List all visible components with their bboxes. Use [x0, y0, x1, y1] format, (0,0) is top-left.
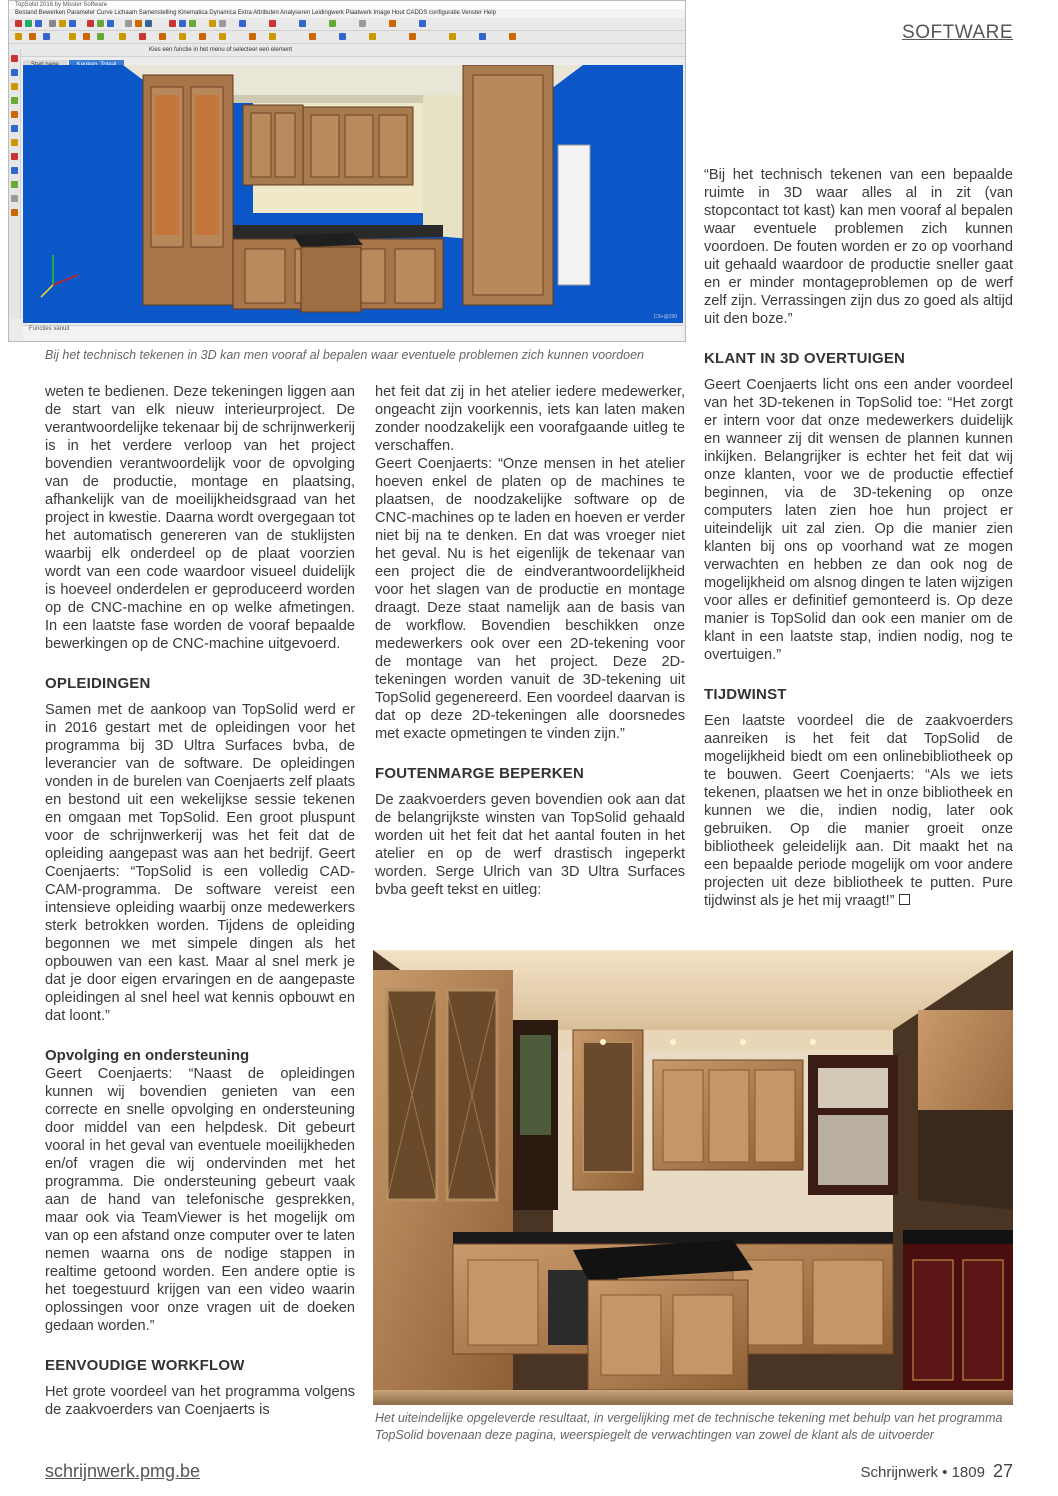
cad-3d-viewport[interactable]	[23, 65, 683, 323]
heading-klant: KLANT IN 3D OVERTUIGEN	[704, 350, 906, 367]
col3-paragraph-2	[704, 712, 1013, 910]
heading-tijdwinst: TIJDWINST	[704, 686, 787, 703]
subheading-opvolging: Opvolging en ondersteuning	[45, 1047, 250, 1064]
page-number: 27	[992, 1461, 1013, 1481]
cad-toolbar-2	[9, 31, 685, 44]
heading-foutenmarge: FOUTENMARGE BEPERKEN	[375, 765, 585, 782]
cad-status-text: Functies vanuit	[29, 326, 70, 332]
col2-paragraph-1: het feit dat zij in het atelier iedere medewerker, ongeacht zijn voorkennis, iets kan laten maken zonder noodzakelijk een voorafgaande uitleg te verschaffen.	[375, 384, 685, 454]
pull-quote: “Bij het technisch tekenen van een bepaalde ruimte in 3D waar alles al in zit (van stopcontact tot kast) kan men vooraf al bepalen waar eventuele problemen zich kunnen voordoen. De fouten worden er zo op voorhand uit gehaald waardoor de productie sneller gaat en er minder montageproblemen op de werf zelf zijn. Verrassingen zijn dus zo goed als altijd uit den boze.”	[704, 167, 1013, 327]
cad-corner-label: CS+@190	[653, 314, 677, 320]
footer-magazine: Schrijnwerk • 1809	[860, 1464, 985, 1481]
column-1	[45, 383, 355, 1419]
footer-url-link[interactable]: schrijnwerk.pmg.be	[45, 1461, 201, 1481]
caption-top: Bij het technisch tekenen in 3D kan men vooraf al bepalen waar eventuele problemen zich kunnen voordoen	[45, 348, 644, 362]
heading-opleidingen: OPLEIDINGEN	[45, 675, 151, 692]
end-mark-icon	[899, 894, 910, 905]
col1-paragraph-4: Het grote voordeel van het programma volgens de zaakvoerders van Coenjaerts is	[45, 1384, 355, 1418]
section-tag: SOFTWARE	[902, 22, 1013, 43]
kitchen-photo	[373, 950, 1013, 1405]
col3-paragraph-2-text: Een laatste voordeel die de zaakvoerders aanreiken is het feit dat TopSolid de mogelijkheid biedt om een onlinebibliotheek op te bouwen. Geert Coenjaerts: “Als we iets tekenen, plaatsen we het in onze bibliotheek en kunnen we die, indien nodig, later ook gebruiken. Op die manier groeit onze bibliotheek geleidelijk aan. Dit maakt het na een bepaalde periode mogelijk om voor andere projecten uit deze bibliotheek te putten. Pure tijdwinst als je het mij vraagt!”	[704, 713, 1013, 909]
heading-workflow: EENVOUDIGE WORKFLOW	[45, 1357, 245, 1374]
column-2	[375, 383, 685, 899]
col1-paragraph-1: weten te bedienen. Deze tekeningen liggen aan de start van elk nieuw interieurproject. De verantwoordelijke tekenaar bij de schrijnwerkerij is in het verdere verloop van het project bovendien verantwoordelijk voor de opvolging van de productie, montage en plaatsing, afhankelijk van de moeilijkheidsgraad van het project in kwestie. Daarna wordt overgegaan tot het automatisch genereren van de stuklijsten waarbij elk onderdeel op de plaat voorzien wordt van een code waardoor visueel duidelijk is hoeveel onderdelen er geproduceerd worden op de CNC-machine en op welke afmetingen. In een laatste fase worden de vooraf bepaalde bewerkingen op de CNC-machine uitgevoerd.	[45, 384, 355, 652]
kitchen-photo-illustration	[373, 950, 1013, 1405]
caption-bottom: Het uiteindelijke opgeleverde resultaat, in vergelijking met de technische tekening met behulp van het programma TopSolid bovenaan deze pagina, weerspiegelt de verwachtingen van zowel de klant als de uitvoerder	[375, 1411, 1003, 1442]
cad-menubar: Bestand Bewerken Parameter Curve Lichaam Samenstelling Kinematica Dynamica Extra Attributen Analyseren Leidingwerk Plaatwerk Image Hout CADDS configuratie Venster Help	[9, 9, 685, 18]
cad-toolbar-1	[9, 18, 685, 31]
col3-paragraph-1: Geert Coenjaerts licht ons een ander voordeel van het 3D-tekenen in TopSolid toe: “Het zorgt er intern voor dat onze medewerkers duidelijk en wanneer zij dit wensen de plannen kunnen inkijken. Belangrijker is echter het feit dat wij onze klanten, voor we de productie effectief beginnen, via de 3D-tekening op onze computers laten zien hoe hun project er uiteindelijk uit zal zien. Op die manier zien klanten bij ons op voorhand wat ze mogen verwachten en hebben ze dan ook nog de mogelijkheid om alsnog dingen te laten wijzigen voor alles er definitief gemonteerd is. Op deze manier is TopSolid dan ook een manier om de klant in een laatste stap, indien nodig, nog te overtuigen.”	[704, 377, 1013, 663]
col1-paragraph-2: Samen met de aankoop van TopSolid werd er in 2016 gestart met de opleidingen voor het programma bij 3D Ultra Surfaces bvba, de leverancier van de software. De opleidingen vonden in de burelen van Coenjaerts zelf plaats en bestond uit een wekelijkse sessie tekenen en omgaan met TopSolid. Een groot pluspunt voor de schrijnwerkerij was het feit dat de opleiding aangepast was aan het bedrijf. Geert Coenjaerts: “TopSolid is een volledig CAD-CAM-programma. De software vereist een intensieve opleiding waarbij onze medewerkers sterk betrokken worden. Tijdens de opleiding begonnen we met simpele dingen als het opbouwen van een kast. Maar al snel merk je dat je door eigen ervaringen en de aangepaste opleidingen al snel heel wat kennis opbouwt en dat loont.”	[45, 702, 355, 1024]
cad-left-toolbar	[9, 49, 21, 319]
column-3	[704, 166, 1013, 910]
cad-tabs	[23, 53, 126, 63]
cad-title: TopSolid 2016 by Missler Software	[9, 1, 685, 9]
cad-statusbar	[23, 325, 683, 342]
col2-paragraph-2: Geert Coenjaerts: “Onze mensen in het atelier hoeven enkel de platen op de machines te plaatsen, de noodzakelijke software op de CNC-machines op te laden en hoeven er verder niet bij na te denken. En dat was vroeger niet het geval. Nu is het eigenlijk de tekenaar van een project die de eindverantwoordelijkheid voor het slagen van de productie en montage draagt. Deze staat namelijk aan de basis van de workflow. Bovendien beschikken onze medewerkers ook over een 2D-tekening voor de montage van het project. Deze 2D-tekeningen worden vanuit de 3D-tekening uit TopSolid gegenereerd. Een voordeel daarvan is dat op deze 2D-tekeningen alle doorsnedes met exacte opmetingen te vinden zijn.”	[375, 456, 685, 742]
col2-paragraph-3: De zaakvoerders geven bovendien ook aan dat de belangrijkste winsten van TopSolid gehaald worden uit het feit dat het aantal fouten in het atelier en op de werf drastisch ingeperkt worden. Serge Ulrich van 3D Ultra Surfaces bvba geeft tekst en uitleg:	[375, 792, 685, 898]
kitchen-3d-render	[23, 65, 683, 323]
col1-paragraph-3: Geert Coenjaerts: “Naast de opleidingen kunnen wij bovendien genieten van een correcte en snelle opvolging en ondersteuning door middel van een helpdesk. Dit gebeurt vooral in het geval van eventuele moeilijkheden en/of vragen die wij ondervinden met het programma. Die ondersteuning gebeurt vaak aan de hand van telefonische gesprekken, maar ook via TeamViewer is het mogelijk om van op een afstand onze computer over te laten nemen waarna ons de nodige stappen in realtime getoond worden. Een andere optie is het toegestuurd krijgen van een video waarin oplossingen voor onze vragen uit de doeken gedaan worden.”	[45, 1066, 355, 1334]
footer-page-info	[860, 1461, 1013, 1482]
cad-screenshot	[8, 0, 686, 342]
cad-hint: Kies een functie in het menu of selecteer een element	[149, 47, 293, 53]
